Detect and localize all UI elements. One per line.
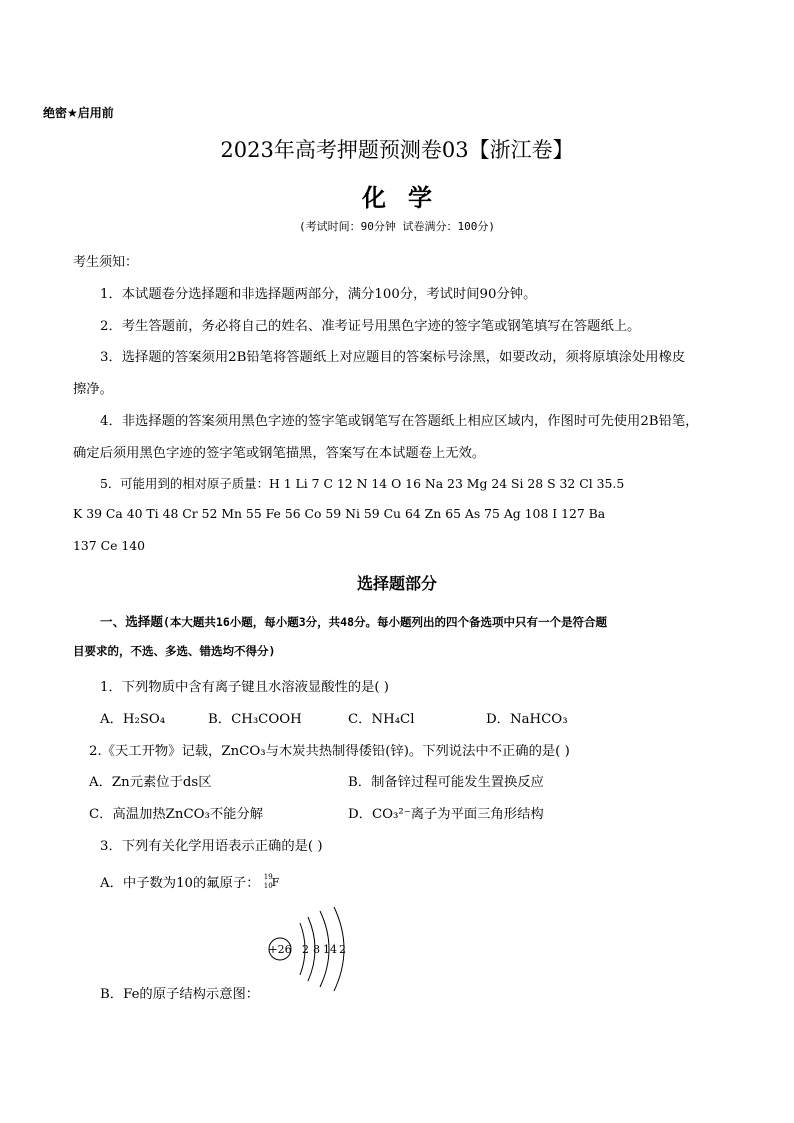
isotope-symbol: F xyxy=(271,875,280,889)
q3-option-b: B．Fe的原子结构示意图： xyxy=(100,987,260,1002)
q2-option-d: D．CO₃²⁻离子为平面三角形结构 xyxy=(348,807,544,822)
exam-meta: (考试时间：90分钟 试卷满分：100分) xyxy=(299,220,495,233)
isotope-mass: 19 xyxy=(263,872,273,881)
q3-stem: 3．下列有关化学用语表示正确的是( ) xyxy=(100,839,323,854)
section-instructions-line1 xyxy=(100,611,607,630)
q1-option-d: D．NaHCO₃ xyxy=(486,712,568,727)
q2-option-c: C．高温加热ZnCO₃不能分解 xyxy=(89,807,264,822)
isotope-number: 10 xyxy=(263,881,273,890)
exam-title: 2023年高考押题预测卷03【浙江卷】 xyxy=(220,138,574,162)
q1-option-c: C．NH₄Cl xyxy=(348,712,415,727)
note-5-line2: K 39 Ca 40 Ti 48 Cr 52 Mn 55 Fe 56 Co 59 Ni 59 Cu 64 Zn 65 As 75 Ag 108 I 127 Ba xyxy=(73,506,606,521)
q3-option-a xyxy=(100,872,282,892)
notes-heading: 考生须知： xyxy=(73,255,139,270)
note-4-line2: 确定后须用黑色字迹的签字笔或钢笔描黑，答案写在本试题卷上无效。 xyxy=(73,446,486,461)
note-5-line3: 137 Ce 140 xyxy=(73,538,145,553)
note-2: 2．考生答题前，务必将自己的姓名、准考证号用黑色字迹的签字笔或钢笔填写在答题纸上。 xyxy=(100,319,641,334)
section-rules: (本大题共16小题，每小题3分，共48分。每小题列出的四个备选项中只有一个是符合题 xyxy=(162,615,608,629)
note-4-line1: 4．非选择题的答案须用黑色字迹的签字笔或钢笔写在答题纸上相应区域内，作图时可先使用2B铅笔， xyxy=(100,414,699,429)
shell-count-3: 14 xyxy=(323,943,337,956)
subject-title: 化学 xyxy=(362,183,454,212)
shell-count-4: 2 xyxy=(339,943,346,956)
section-title: 选择题部分 xyxy=(356,574,437,593)
shell-count-2: 8 xyxy=(313,943,320,956)
fe-atomic-structure-diagram xyxy=(266,903,376,998)
shell-count-1: 2 xyxy=(302,943,309,956)
note-3-line2: 擦净。 xyxy=(73,382,113,397)
secret-label: 绝密★启用前 xyxy=(43,106,114,120)
isotope-notation xyxy=(263,872,282,892)
q1-option-a: A．H₂SO₄ xyxy=(100,712,166,727)
q1-stem: 1．下列物质中含有离子键且水溶液显酸性的是( ) xyxy=(100,680,389,695)
q3-option-a-text: A．中子数为10的氟原子： xyxy=(100,876,260,891)
q2-option-a: A．Zn元素位于ds区 xyxy=(89,775,212,790)
q2-stem: 2.《天工开物》记载，ZnCO₃与木炭共热制得倭铅(锌)。下列说法中不正确的是( ) xyxy=(89,744,570,759)
note-3-line1: 3．选择题的答案须用2B铅笔将答题纸上对应题目的答案标号涂黑，如要改动，须将原填涂处用橡皮 xyxy=(100,350,686,365)
note-5-line1: 5．可能用到的相对原子质量：H 1 Li 7 C 12 N 14 O 16 Na 23 Mg 24 Si 28 S 32 Cl 35.5 xyxy=(100,476,625,491)
nucleus-charge: +26 xyxy=(268,943,292,956)
note-1: 1．本试题卷分选择题和非选择题两部分，满分100分，考试时间90分钟。 xyxy=(100,287,537,302)
section-label: 一、选择题 xyxy=(100,614,163,629)
q2-option-b: B．制备锌过程可能发生置换反应 xyxy=(348,775,544,790)
section-instructions-line2: 目要求的，不选、多选、错选均不得分) xyxy=(73,644,276,658)
q1-option-b: B．CH₃COOH xyxy=(208,712,302,727)
